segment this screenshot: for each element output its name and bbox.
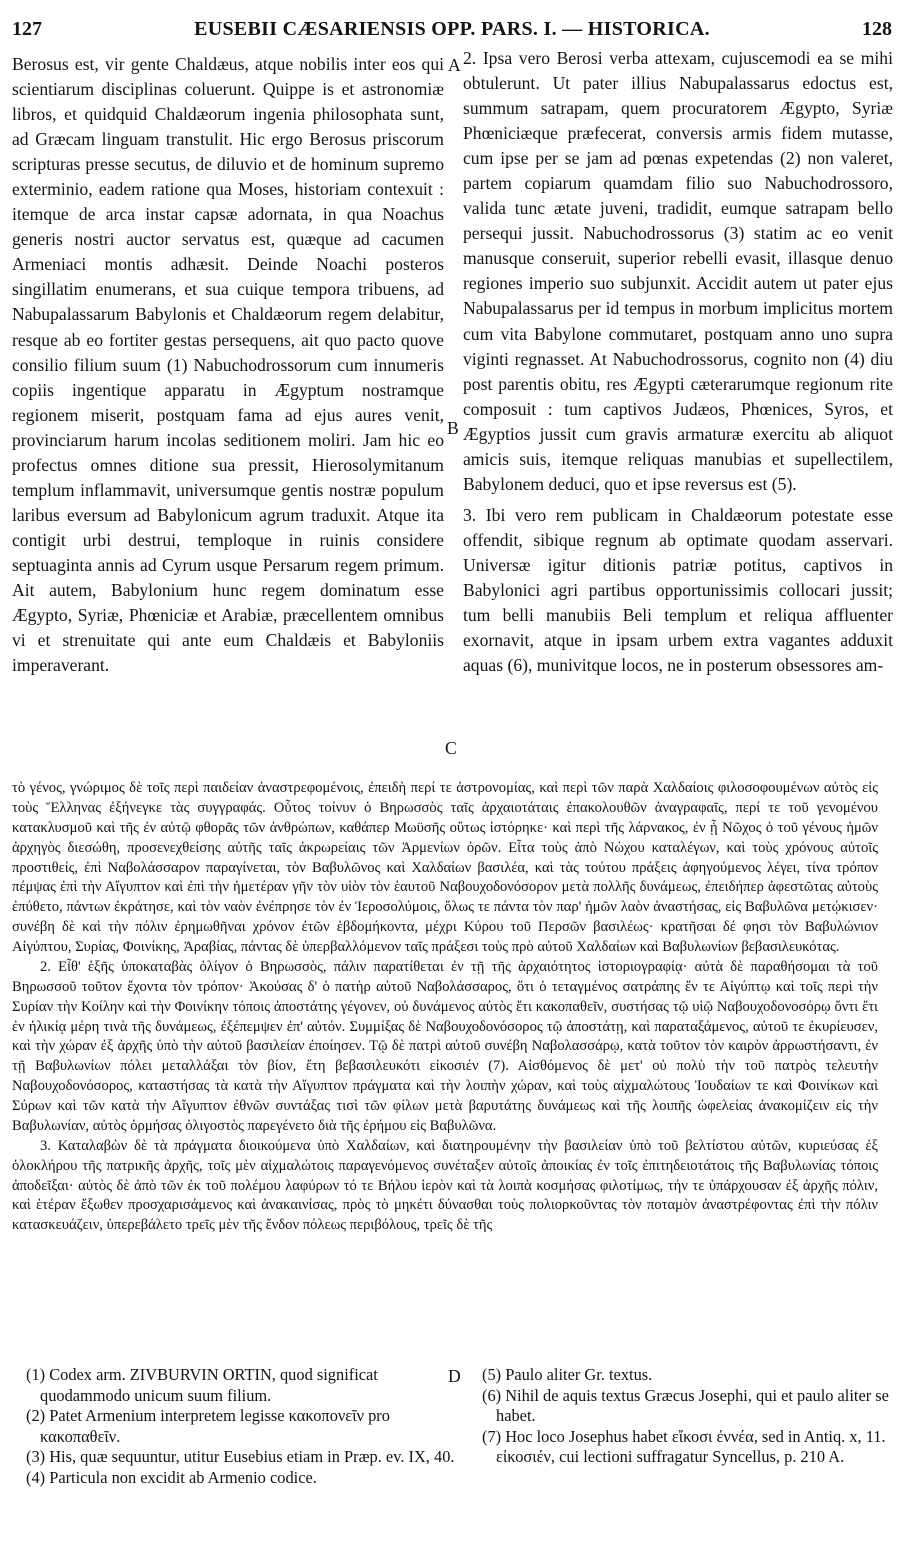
footnote: (6) Nihil de aquis textus Græcus Josephi, qui et paulo aliter se habet. — [482, 1385, 889, 1425]
footnote: (3) His, quæ sequuntur, utitur Eusebius etiam in Præp. ev. IX, 40. — [26, 1447, 455, 1466]
page-number-right: 128 — [862, 18, 892, 40]
running-title: EUSEBII CÆSARIENSIS OPP. PARS. I. — HISTORICA. — [194, 18, 710, 40]
footnote: (7) Hoc loco Josephus habet εἴκοσι ἐννέα, sed in Antiq. x, 11. εἰκοσιέν, cui lectioni suffragatur Syncellus, p. 210 A. — [482, 1426, 886, 1466]
latin-paragraph: Berosus est, vir gente Chaldæus, atque nobilis inter eos qui scientiarum disciplinas coluerunt. Quippe is et astronomiæ libros, et quidquid Chaldæorum ingenia philosophata sunt, ad Græcam linguam transtulit. Hic ergo Berosus priscorum scripturas presse secutus, de diluvio et de hominum supremo exterminio, eadem ratione qua Moses, historiam contexuit : itemque de arca instar capsæ adornata, in qua Noachus generis nostri auctor servatus est, quæque ad cacumen Armeniaci montis adhæsit. Deinde Noachi posteros singillatim enumerans, et sua cuique tempora tribuens, ad Nabupalassarum Babylonis et Chaldæorum regem delabitur, resque ab eo fortiter gestas persequens, ait quo pacto quove consilio filium suum (1) Nabuchodrossorum cum innumeris copiis ingentique apparatu in Ægyptum nostramque regionem miserit, postquam fama ad ejus aures venit, provinciarum harum incolas seditionem moliri. Jam hic eo profectus omnes ditione sua pressit, Hierosolymitanum templum inflammavit, universumque gentis nostræ populum laribus eversum ad Babylonicum agrum traduxit. Atque ita contigit urbi destrui, temploque in ruinis considere septuaginta annis ad Cyrum usque Persarum regem primum. Ait autem, Babylonium hunc regem dominatum esse Ægypto, Syriæ, Phœniciæ et Arabiæ, præcellentem omnibus vi et strenuitate qui ante eum Chaldæis et Babyloniis imperaverant. — [12, 54, 444, 676]
greek-paragraph-1: τὸ γένος, γνώριμος δὲ τοῖς περὶ παιδείαν ἀναστρεφομένοις, ἐπειδὴ περί τε ἀστρονομίας, καὶ περὶ τῶν παρὰ Χαλδαίοις φιλοσοφουμένων αὐτὸς εἰς τοὺς Ἕλληνας ἐξήνεγκε τὰς συγγραφάς. Οὗτος τοίνυν ὁ Βηρωσσὸς ταῖς ἀρχαιοτάταις ἐπακολουθῶν ἀναγραφαῖς, περί τε τοῦ γενομένου κατακλυσμοῦ καὶ τῆς ἐν αὐτῷ φθορᾶς τῶν ἀνθρώπων, καθάπερ Μωϋσῆς οὕτως ἱστόρηκε· καὶ περὶ τῆς λάρνακος, ἐν ᾗ Νῶχος ὁ τοῦ γένους ἡμῶν ἀρχηγὸς διεσώθη, προσενεχθείσης αὐτῆς ταῖς ἀκρωρείαις τῶν Ἀρμενίων ὀρῶν. Εἶτα τοὺς ἀπὸ Νώχου καταλέγων, καὶ τοὺς χρόνους αὐτοῖς προστιθείς, ἐπὶ Ναβολάσσαρον παραγίνεται, τὸν Βαβυλῶνος καὶ Χαλδαίων βασιλέα, καὶ τὰς τούτου πράξεις ἀφηγούμενος λέγει, τίνα τρόπον πέμψας ἐπὶ τὴν Αἴγυπτον καὶ ἐπὶ τὴν ἡμετέραν γῆν τὸν υἱὸν τὸν ἑαυτοῦ Ναβουχοδονόσορον μετὰ πολλῆς δυνάμεως, ἐπειδήπερ ἀφεστῶτας αὐτοὺς ἐπύθετο, πάντων ἐκράτησε, καὶ τὸν ναὸν ἐνέπρησε τὸν ἐν Ἱεροσολύμοις, ὅλως τε πάντα τὸν παρ' ἡμῶν λαὸν ἀναστήσας, εἰς Βαβυλῶνα μετῴκισεν· συνέβη δὲ καὶ τὴν πόλιν ἐρημωθῆναι χρόνον ἐτῶν ἑβδομήκοντα, μέχρι Κύρου τοῦ Περσῶν βασιλέως· κρατῆσαι δέ φησι τὸν Βαβυλώνιον Αἰγύπτου, Συρίας, Φοινίκης, Ἀραβίας, πάντας δὲ ὑπερβαλλόμενον ταῖς πράξεσι τοὺς πρὸ αὐτοῦ Χαλδαίων καὶ Βαβυλωνίων βεβασιλευκότας. — [12, 780, 878, 955]
footnotes-left — [26, 1365, 456, 1488]
greek-paragraph-3: 3. Καταλαβὼν δὲ τὰ πράγματα διοικούμενα ὑπὸ Χαλδαίων, καὶ διατηρουμένην τὴν βασιλείαν ὑπὸ τοῦ βελτίστου αὐτῶν, κυριεύσας ἐξ ὁλοκλήρου τῆς πατρικῆς ἀρχῆς, τοῖς μὲν αἰχμαλώτοις παραγενόμενος συνέταξεν αὐτοῖς ἀποικίας ἐν τοῖς ἐπιτηδειοτάτοις τῆς Βαβυλωνίας τόποις ἀποδεῖξαι· αὐτὸς δὲ ἀπὸ τῶν ἐκ τοῦ πολέμου λαφύρων τό τε Βήλου ἱερὸν καὶ τὰ λοιπὰ κοσμήσας φιλοτίμως, τήν τε ὑπάρχουσαν ἐξ ἀρχῆς πόλιν, καὶ ἑτέραν ἔξωθεν προσχαρισάμενος καὶ ἀνακαινίσας, πρὸς τὸ μηκέτι δύνασθαι τοὺς πολιορκοῦντας τὸν ποταμὸν ἀναστρέφοντας ἐπὶ τὴν πόλιν κατασκευάζειν, ὑπερεβάλετο τρεῖς μὲν τῆς ἔνδον πόλεως περιβόλους, τρεῖς δὲ τῆς — [12, 1137, 878, 1234]
margin-marker-b: B — [447, 418, 459, 438]
page-number-left: 127 — [12, 18, 42, 40]
page-header — [12, 18, 892, 44]
greek-paragraph-2: 2. Εἶθ' ἑξῆς ὑποκαταβὰς ὀλίγον ὁ Βηρωσσὸς, πάλιν παρατίθεται ἐν τῇ τῆς ἀρχαιότητος ἱστοριογραφίᾳ· αὐτὰ δὲ παραθήσομαι τὰ τοῦ Βηρωσσοῦ τοῦτον ἔχοντα τὸν τρόπον· Ἀκούσας δ' ὁ πατὴρ αὐτοῦ Ναβολάσσαρος, ὅτι ὁ τεταγμένος σατράπης ἔν τε Αἰγύπτῳ καὶ τοῖς περὶ τὴν Συρίαν τὴν Κοίλην καὶ τὴν Φοινίκην τόποις ἀποστάτης γέγονεν, οὐ δυνάμενος αὐτὸς ἔτι κακοπαθεῖν, συστήσας τῷ υἱῷ Ναβουχοδονοσόρῳ ὄντι ἔτι ἐν ἡλικίᾳ μέρη τινὰ τῆς δυνάμεως, ἐξέπεμψεν ἐπ' αὐτόν. Συμμίξας δὲ Ναβουχοδονόσορος τῷ ἀποστάτῃ, καὶ παραταξάμενος, αὐτοῦ τε ἐκυρίευσεν, καὶ τὴν χώραν ἐξ ἀρχῆς ὑπὸ τὴν αὐτοῦ βασιλείαν ἐποίησεν. Τῷ δὲ πατρὶ αὐτοῦ συνέβη Ναβολασσάρῳ, κατὰ τοῦτον τὸν καιρὸν ἀρρωστήσαντι, ἐν τῇ Βαβυλωνίων πόλει μεταλλάξαι τὸν βίον, ἔτη βεβασιλευκότι εἰκοσιέν (7). Αἰσθόμενος δὲ μετ' οὐ πολὺ τὴν τοῦ πατρὸς τελευτὴν Ναβουχοδονόσορος, καταστήσας τὰ κατὰ τὴν Αἴγυπτον πράγματα καὶ τὴν λοιπὴν χώραν, καὶ τοὺς αἰχμαλώτους Ἰουδαίων τε καὶ Φοινίκων καὶ Σύρων καὶ τῶν κατὰ τὴν Αἴγυπτον ἐθνῶν συντάξας τισὶ τῶν φίλων μετὰ βαρυτάτης δυνάμεως καὶ τῆς λοιπῆς ὠφελείας ἀνακομίζειν εἰς τὴν Βαβυλωνίαν, αὐτὸς ὁρμήσας ὀλιγοστὸς παρεγένετο διὰ τῆς ἐρήμου εἰς Βαβυλῶνα. — [12, 958, 878, 1134]
margin-marker-c: C — [445, 738, 457, 758]
latin-column-left — [12, 52, 444, 678]
greek-text-block — [12, 779, 878, 1236]
margin-marker-a: A — [448, 55, 461, 75]
latin-paragraph-2: 2. Ipsa vero Berosi verba attexam, cujuscemodi ea se mihi obtulerunt. Ut pater illius Nabupalassarus edoctus est, summum satrapam, quem procuratorem Ægypto, Syriæ Phœniciæque præfecerat, conversis armis fidem mutasse, cum ipse per se jam ad pœnas expetendas (2) non valeret, partem copiarum quamdam filio suo Nabuchodrossoro, valida tunc ætate juveni, tradidit, eumque satrapam bello persequi jussit. Nabuchodrossorus (3) statim ac eo venit manusque conseruit, superior rebelli evasit, illasque denuo regiones imperio suo subjunxit. Accidit autem ut pater ejus Nabupalassarus per id tempus in morbum implicitus mortem cum vita Babylone commutaret, postquam anno uno supra viginti regnasset. At Nabuchodrossorus, cognito non (4) diu post parentis obitu, res Ægypti cæterarumque regionum rite composuit : tum captivos Judæos, Phœnices, Syros, et Ægyptios jussit cum gravis armaturæ exercitu ab aliquot amicis suis, itemque reliquas manubias et supellectilem, Babylonem deduci, quo et ipse reversus est (5). — [463, 48, 893, 494]
footnote: (2) Patet Armenium interpretem legisse κακοπονεῖν pro κακοπαθεῖν. — [26, 1406, 390, 1446]
margin-marker-d: D — [448, 1366, 461, 1386]
latin-column-right — [463, 46, 893, 678]
footnote: (4) Particula non excidit ab Armenio codice. — [26, 1467, 317, 1487]
footnote: (5) Paulo aliter Gr. textus. — [482, 1365, 653, 1384]
footnote: (1) Codex arm. ZIVBURVIN ORTIN, quod significat quodammodo unicum suum filium. — [26, 1365, 378, 1405]
latin-paragraph-3: 3. Ibi vero rem publicam in Chaldæorum potestate esse offendit, sibique regnum ab optimate quodam asservari. Universæ igitur ditionis patriæ potitus, captivos in Babylonici agri partibus opportunissimis collocari jussit; tum belli manubiis Beli templum et reliqua affluenter exornavit, atque in ipsam urbem extra vagantes adduxit aquas (6), munivitque locos, ne in posterum obsessores am- — [463, 504, 893, 676]
footnotes-right — [482, 1365, 892, 1468]
